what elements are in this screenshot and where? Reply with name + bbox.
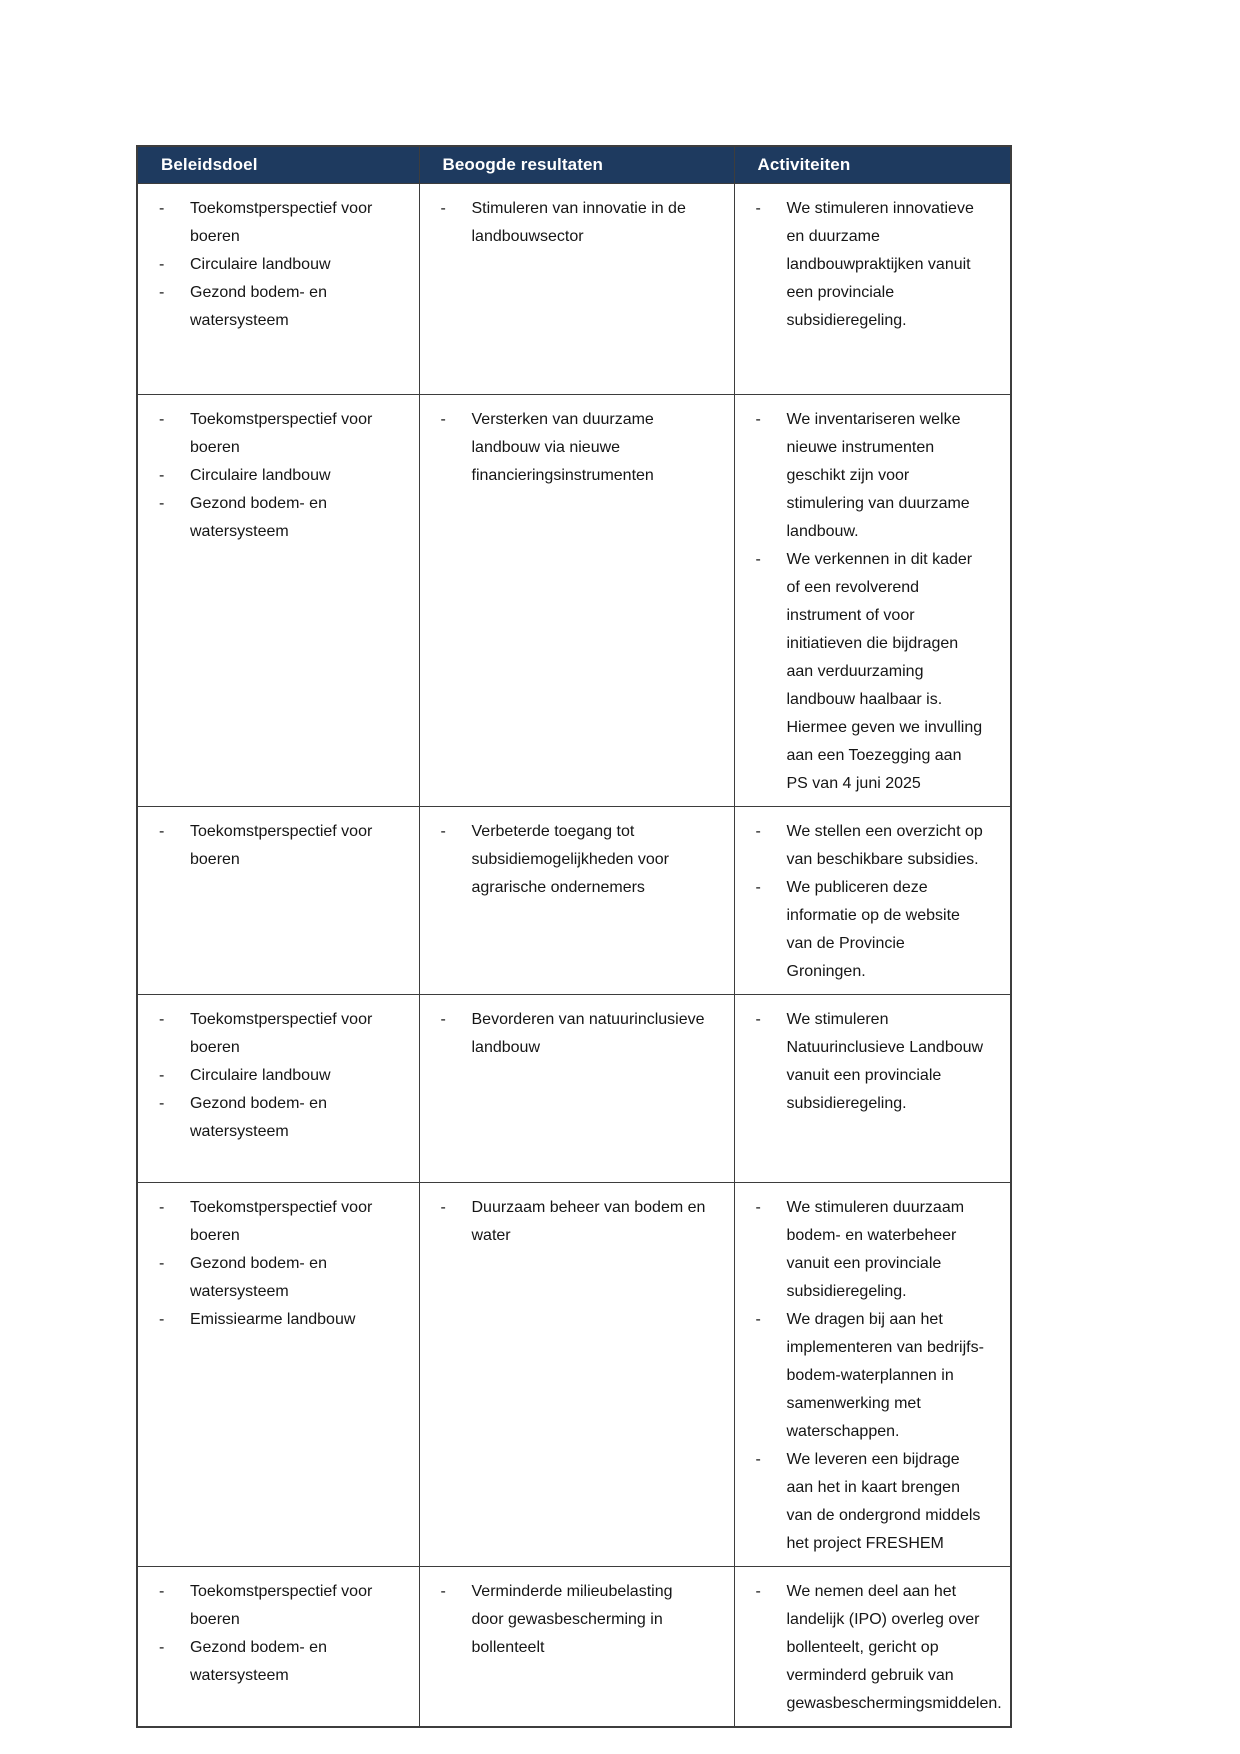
bullet-dash: -: [440, 1582, 446, 1600]
bullet-text: Versterken van duurzame landbouw via nieuwe financieringsinstrumenten: [471, 410, 654, 484]
bullet-item: [755, 1578, 1002, 1718]
bullet-text: Toekomstperspectief voor boeren: [190, 1582, 373, 1628]
cell-activiteiten: [734, 1182, 1011, 1566]
column-header-beleidsdoel: Beleidsdoel: [137, 146, 419, 183]
bullet-item: [756, 1446, 985, 1558]
bullet-text: We inventariseren welke nieuwe instrumenten geschikt zijn voor stimulering van duurzame landbouw.: [786, 410, 970, 540]
bullet-text: Verminderde milieubelasting door gewasbescherming in bollenteelt: [471, 1582, 673, 1656]
cell-resultaten: [419, 994, 734, 1182]
bullet-dash: -: [159, 1582, 165, 1600]
bullet-dash: -: [440, 199, 446, 217]
bullet-item: [159, 818, 393, 874]
bullet-dash: -: [755, 1450, 761, 1468]
bullet-text: Stimuleren van innovatie in de landbouwsector: [471, 199, 686, 245]
bullet-text: Emissiearme landbouw: [190, 1310, 356, 1328]
bullet-dash: -: [159, 410, 165, 428]
bullet-text: Duurzaam beheer van bodem en water: [471, 1198, 706, 1244]
table-row: [137, 1182, 1011, 1566]
bullet-item: [159, 1090, 393, 1146]
cell-beleidsdoel: [137, 1182, 419, 1566]
bullet-dash: -: [755, 1198, 761, 1216]
column-header-activiteiten: Activiteiten: [734, 146, 1011, 183]
bullet-item: [441, 195, 708, 251]
bullet-item: [159, 1634, 393, 1690]
bullet-text: Verbeterde toegang tot subsidiemogelijkheden voor agrarische ondernemers: [471, 822, 669, 896]
bullet-item: [159, 1306, 393, 1334]
bullet-dash: -: [755, 410, 761, 428]
bullet-text: Toekomstperspectief voor boeren: [190, 1198, 373, 1244]
bullet-text: Gezond bodem- en watersysteem: [190, 494, 327, 540]
bullet-item: [441, 1006, 708, 1062]
bullet-text: Toekomstperspectief voor boeren: [190, 822, 373, 868]
cell-beleidsdoel: [137, 394, 419, 806]
bullet-dash: -: [755, 1310, 761, 1328]
table-row: [137, 394, 1011, 806]
bullet-dash: -: [159, 1254, 165, 1272]
bullet-dash: -: [440, 822, 446, 840]
bullet-dash: -: [440, 1198, 446, 1216]
bullet-item: [756, 406, 985, 546]
table-row: [137, 994, 1011, 1182]
bullet-dash: -: [755, 550, 761, 568]
policy-table: [136, 145, 1012, 1728]
bullet-item: [159, 1062, 393, 1090]
bullet-item: [159, 1194, 393, 1250]
bullet-dash: -: [755, 199, 761, 217]
bullet-item: [159, 1578, 393, 1634]
cell-activiteiten: [734, 806, 1011, 994]
bullet-dash: -: [159, 1010, 165, 1028]
cell-resultaten: [419, 806, 734, 994]
bullet-item: [756, 546, 985, 798]
bullet-dash: -: [159, 1094, 165, 1112]
bullet-item: [756, 1306, 985, 1446]
bullet-text: We stimuleren innovatieve en duurzame landbouwpraktijken vanuit een provinciale subsidieregeling.: [786, 199, 974, 329]
cell-resultaten: [419, 394, 734, 806]
bullet-item: [756, 1006, 985, 1118]
cell-beleidsdoel: [137, 994, 419, 1182]
bullet-item: [159, 1006, 393, 1062]
bullet-text: We stellen een overzicht op van beschikbare subsidies.: [786, 822, 983, 868]
bullet-text: We dragen bij aan het implementeren van bedrijfs-bodem-waterplannen in samenwerking met waterschappen.: [786, 1310, 984, 1440]
bullet-text: Gezond bodem- en watersysteem: [190, 1254, 327, 1300]
bullet-text: We nemen deel aan het landelijk (IPO) overleg over bollenteelt, gericht op verminderd gebruik van gewasbeschermingsmiddelen.: [786, 1582, 1002, 1712]
bullet-dash: -: [755, 1582, 761, 1600]
cell-resultaten: [419, 1566, 734, 1727]
bullet-text: We stimuleren Natuurinclusieve Landbouw vanuit een provinciale subsidieregeling.: [786, 1010, 984, 1112]
table-row: [137, 806, 1011, 994]
bullet-text: Gezond bodem- en watersysteem: [190, 1094, 327, 1140]
bullet-item: [441, 1194, 708, 1250]
bullet-item: [159, 1250, 393, 1306]
bullet-item: [159, 251, 393, 279]
bullet-item: [441, 1578, 708, 1662]
bullet-dash: -: [159, 1638, 165, 1656]
bullet-text: Toekomstperspectief voor boeren: [190, 410, 373, 456]
bullet-item: [159, 462, 393, 490]
cell-activiteiten: [734, 1566, 1011, 1727]
bullet-item: [159, 406, 393, 462]
cell-activiteiten: [734, 994, 1011, 1182]
bullet-dash: -: [159, 1310, 165, 1328]
bullet-dash: -: [159, 466, 165, 484]
cell-activiteiten: [734, 394, 1011, 806]
cell-beleidsdoel: [137, 1566, 419, 1727]
column-header-beoogde-resultaten: Beoogde resultaten: [419, 146, 734, 183]
bullet-dash: -: [159, 283, 165, 301]
bullet-dash: -: [159, 1198, 165, 1216]
bullet-text: Circulaire landbouw: [190, 1066, 331, 1084]
bullet-text: Circulaire landbouw: [190, 255, 331, 273]
bullet-dash: -: [755, 1010, 761, 1028]
bullet-text: Gezond bodem- en watersysteem: [190, 283, 327, 329]
bullet-dash: -: [440, 410, 446, 428]
bullet-dash: -: [159, 199, 165, 217]
bullet-text: Circulaire landbouw: [190, 466, 331, 484]
bullet-item: [756, 1194, 985, 1306]
bullet-item: [159, 490, 393, 546]
bullet-item: [756, 818, 985, 874]
bullet-item: [756, 874, 985, 986]
bullet-item: [159, 195, 393, 251]
bullet-text: We publiceren deze informatie op de website van de Provincie Groningen.: [786, 878, 960, 980]
bullet-text: We leveren een bijdrage aan het in kaart brengen van de ondergrond middels het project FRESHEM: [786, 1450, 981, 1552]
bullet-dash: -: [159, 1066, 165, 1084]
bullet-dash: -: [159, 822, 165, 840]
table-body: [137, 183, 1011, 1727]
bullet-item: [756, 195, 985, 335]
bullet-dash: -: [159, 494, 165, 512]
bullet-dash: -: [159, 255, 165, 273]
cell-beleidsdoel: [137, 183, 419, 394]
table-row: [137, 1566, 1011, 1727]
cell-resultaten: [419, 183, 734, 394]
table-header-row: [137, 146, 1011, 183]
bullet-text: Gezond bodem- en watersysteem: [190, 1638, 327, 1684]
cell-activiteiten: [734, 183, 1011, 394]
bullet-item: [159, 279, 393, 335]
bullet-item: [441, 406, 708, 490]
bullet-dash: -: [755, 878, 761, 896]
bullet-item: [441, 818, 708, 902]
bullet-text: Toekomstperspectief voor boeren: [190, 199, 373, 245]
bullet-text: We stimuleren duurzaam bodem- en waterbeheer vanuit een provinciale subsidieregeling.: [786, 1198, 965, 1300]
bullet-dash: -: [755, 822, 761, 840]
cell-beleidsdoel: [137, 806, 419, 994]
cell-resultaten: [419, 1182, 734, 1566]
bullet-dash: -: [440, 1010, 446, 1028]
table-row: [137, 183, 1011, 394]
bullet-text: We verkennen in dit kader of een revolverend instrument of voor initiatieven die bijdragen aan verduurzaming landbouw haalbaar is. Hiermee geven we invulling aan een Toezegging aan PS van 4 juni 2025: [786, 550, 983, 792]
bullet-text: Bevorderen van natuurinclusieve landbouw: [471, 1010, 705, 1056]
bullet-text: Toekomstperspectief voor boeren: [190, 1010, 373, 1056]
